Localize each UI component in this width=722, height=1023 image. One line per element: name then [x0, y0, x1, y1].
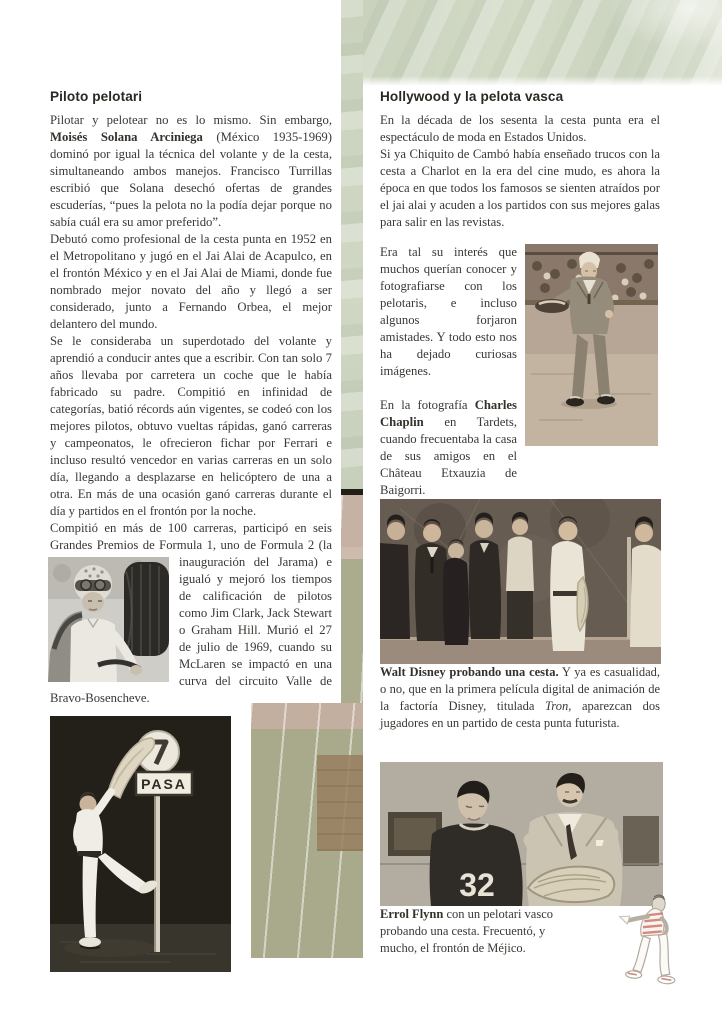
caption-errol-flynn	[380, 906, 585, 957]
right-p4-pre: En la fotografía	[380, 398, 475, 412]
race-car-photo-graphic	[48, 557, 169, 682]
left-p4-part2: (la inauguración del Jarama) e igualó y mejoró los tiempos de calificación de pilotos como Jim Clark, Jack Stewart o Graham Hill. Murió el 27 de julio de 1969, cuando su McLaren se impactó en una curva del circuito Valle de Bravo-Bosencheve.	[50, 538, 332, 705]
jersey-number-text: 32	[459, 867, 495, 903]
pasa-sign-text: PASA	[141, 776, 187, 792]
pelotari-sketch-graphic	[616, 891, 694, 993]
photo-charles-chaplin	[525, 244, 658, 446]
right-p4-post: en Tardets, cuando frecuentaba la casa de sus amigos en el Château Etxauzia de Baigorri.	[380, 415, 517, 497]
watercolor-wash-top	[341, 0, 722, 86]
left-paragraph-2: Debutó como profesional de la cesta punta en 1952 en el Metropolitano y jugó en el Jai Alai de Acapulco, en el frontón México y en el Jai Alai de Miami, donde fue nombrado mejor novato del año y llegó a ser considerado, junto a Fernando Orbea, el mejor delantero del mundo.	[50, 232, 332, 331]
caption-disney-italic-title: Tron	[545, 699, 569, 713]
photo-pelotari-pasa-sign	[50, 716, 231, 972]
right-p4-bold-name: Charles Chaplin	[380, 398, 517, 429]
disney-photo-graphic	[380, 499, 661, 664]
photo-solana-race-car	[48, 557, 169, 682]
left-paragraph-3: Se le consideraba un superdotado del volante y aprendió a conducir antes que a escribir. Con tan solo 7 años llevaba por carretera un coche que le había fabricado su padre. Compitió en infinidad de categorías, batió récords aún vigentes, se codeó con los mejores pilotos, obtuvo vueltas rápidas, ganó carreras y campeonatos, le ofrecieron fichar por Ferrari e incluso resultó vencedor en varias carreras en un solo día, llegando a desplazarse en helicóptero de una a otra. En más de una ocasión ganó carreras durante el día y partidos en el frontón por la noche.	[50, 334, 332, 518]
photo-errol-flynn	[380, 762, 663, 906]
right-heading: Hollywood y la pelota vasca	[380, 89, 564, 104]
right-column	[380, 88, 660, 957]
left-p1-post: (México 1935-1969) dominó por igual la técnica del volante y de la cesta, simultaneando ambos manejos. Francisco Turrillas escribió que Solana desechó ofertas de grandes escuderías, “pues la pelota no la podía dejar porque no sabía cuál era su amor preferido”.	[50, 130, 332, 229]
caption-disney-bold: Walt Disney probando una cesta.	[380, 665, 559, 679]
chaplin-photo-graphic	[525, 244, 658, 446]
left-heading: Piloto pelotari	[50, 89, 143, 104]
left-p1-bold-name: Moisés Solana Arciniega	[50, 130, 203, 144]
right-paragraph-2: Si ya Chiquito de Cambó había enseñado trucos con la cesta a Charlot en la era del cine mudo, es ahora la época en que todos los famosos se sienten atraídos por el jai alai y acuden a los partidos con sus mejores galas para salir en las revistas.	[380, 147, 660, 229]
right-paragraph-3: Era tal su interés que muchos querían conocer y fotografiarse con los pelotaris, e incluso algunos forjaron amistades. Y todo esto nos ha dejado curiosas imágenes.	[380, 245, 517, 378]
caption-disney-post: , aparezcan dos jugadores en un partido de cesta punta futurista.	[380, 699, 660, 730]
left-p1-pre: Pilotar y pelotear no es lo mismo. Sin embargo,	[50, 113, 332, 127]
left-column	[50, 88, 332, 972]
right-paragraph-1: En la década de los sesenta la cesta punta era el espectáculo de moda en Estados Unidos.	[380, 113, 660, 144]
caption-flynn-bold: Errol Flynn	[380, 907, 444, 921]
caption-walt-disney	[380, 664, 660, 732]
fronton-background-photo-upper	[341, 495, 363, 703]
pasa-photo-graphic	[50, 716, 231, 972]
watercolor-wash-center-strip	[341, 0, 363, 489]
photo-walt-disney-group	[380, 499, 661, 664]
flynn-photo-graphic	[380, 762, 663, 906]
caption-flynn-post: con un pelotari vasco probando una cesta. Frecuentó, y mucho, el frontón de Méjico.	[380, 907, 554, 955]
pelotari-sketch-illustration	[616, 891, 694, 993]
chaplin-figure-row	[380, 244, 660, 499]
left-paragraph-4	[50, 520, 332, 707]
left-paragraph-1	[50, 112, 332, 231]
left-p4-part1: Compitió en más de 100 carreras, participó en seis Grandes Premios de Formula 1, uno de Formula 2	[50, 521, 332, 552]
right-paragraph-4	[380, 397, 517, 499]
caption-disney-mid: Y ya es casualidad, o no, que en la primera película digital de animación de la factoría Disney, titulada	[380, 665, 660, 713]
